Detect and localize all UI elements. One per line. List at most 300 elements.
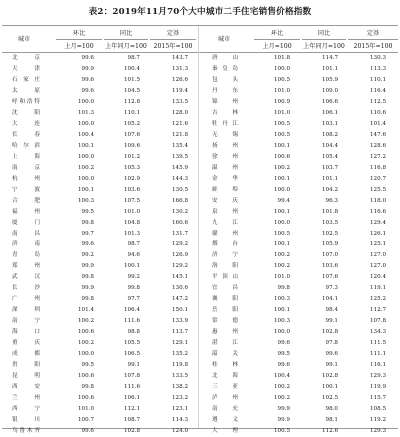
left-mom-value: 99.8 [81, 384, 94, 391]
left-mom-value: 100.3 [77, 197, 94, 204]
right-base-value: 125.2 [369, 296, 386, 303]
table-row [0, 294, 400, 305]
right-yoy-value: 97.8 [325, 340, 338, 347]
right-mom-value: 100.1 [273, 208, 290, 215]
right-base-value: 111.1 [369, 351, 386, 358]
left-base-value: 129.2 [171, 241, 188, 248]
left-mom-value: 99.6 [81, 427, 94, 434]
right-mom-value: 100.0 [273, 65, 290, 72]
left-yoy-value: 105.3 [123, 164, 140, 171]
header-mom-right: 环比 [270, 30, 284, 37]
table-row [0, 415, 400, 426]
left-yoy-value: 104.8 [123, 219, 140, 226]
left-mom-value: 99.7 [81, 230, 94, 237]
right-city-name: 岳阳 [212, 307, 238, 314]
left-mom-value: 100.6 [77, 329, 94, 336]
header-yoy-right: 同比 [317, 30, 331, 37]
left-base-value: 129.1 [171, 340, 188, 347]
left-city-name: 青岛 [12, 252, 40, 259]
right-mom-value: 100.1 [273, 175, 290, 182]
right-mom-value: 100.0 [273, 219, 290, 226]
left-mom-value: 99.9 [81, 65, 94, 72]
left-base-value: 145.1 [171, 274, 188, 281]
left-yoy-value: 101.0 [123, 208, 140, 215]
left-city-name: 海口 [12, 329, 40, 336]
left-yoy-value: 99.1 [127, 362, 140, 369]
right-city-name: 锦州 [212, 98, 238, 105]
table-row [0, 196, 400, 207]
right-yoy-value: 98.0 [325, 406, 338, 412]
left-mom-value: 100.1 [77, 142, 94, 149]
right-base-value: 110.6 [369, 109, 386, 116]
left-yoy-value: 108.7 [123, 416, 140, 423]
left-yoy-value: 101.3 [123, 230, 140, 237]
right-yoy-value: 104.2 [321, 186, 338, 193]
right-city-name: 洛阳 [212, 263, 238, 270]
left-city-name: 成都 [12, 351, 40, 358]
right-base-value: 116.1 [369, 362, 386, 369]
right-mom-value: 99.6 [277, 362, 290, 369]
left-yoy-value: 106.1 [123, 395, 140, 402]
table-row [0, 316, 400, 327]
right-city-name: 扬州 [212, 142, 238, 149]
right-yoy-value: 106.6 [321, 98, 338, 105]
left-yoy-value: 111.6 [123, 318, 140, 325]
right-mom-value: 100.2 [273, 384, 290, 391]
right-yoy-value: 103.7 [321, 164, 338, 171]
left-city-name: 武汉 [12, 274, 40, 281]
right-city-name: 大理 [212, 427, 238, 434]
left-city-name: 上海 [12, 153, 40, 160]
left-base-value: 113.7 [171, 329, 188, 336]
left-city-name: 西安 [12, 384, 40, 391]
left-city-name: 郑州 [12, 263, 40, 270]
left-base-value: 131.7 [171, 230, 188, 237]
left-yoy-value: 101.5 [123, 76, 140, 83]
right-mom-value: 101.0 [273, 274, 290, 281]
right-yoy-value: 99.6 [325, 351, 338, 358]
right-city-name: 包头 [212, 76, 238, 83]
left-base-value: 119.8 [171, 362, 188, 369]
left-city-name: 南昌 [12, 230, 40, 237]
right-mom-value: 100.3 [273, 296, 290, 303]
right-city-name: 三亚 [212, 384, 238, 391]
right-base-value: 113.3 [369, 65, 386, 72]
right-mom-value: 100.2 [273, 263, 290, 270]
table-row [0, 327, 400, 338]
left-city-name: 沈阳 [12, 109, 40, 116]
table-row [0, 349, 400, 360]
left-mom-value: 100.0 [77, 153, 94, 160]
left-mom-value: 100.0 [77, 175, 94, 182]
left-yoy-value: 94.6 [127, 252, 140, 259]
left-base-value: 130.2 [171, 208, 188, 215]
left-mom-value: 100.0 [77, 351, 94, 358]
left-city-name: 大连 [12, 120, 40, 127]
table-row [0, 174, 400, 185]
table-row [0, 130, 400, 141]
table-title: 表2：2019年11月70个大中城市二手住宅销售价格指数 [88, 7, 312, 17]
table-row [0, 119, 400, 130]
left-city-name: 北京 [12, 55, 40, 61]
left-mom-value: 100.0 [77, 120, 94, 127]
right-yoy-value: 98.1 [325, 416, 338, 423]
right-city-name: 赣州 [212, 230, 238, 237]
left-yoy-value: 106.4 [123, 307, 140, 314]
right-yoy-value: 102.8 [321, 373, 338, 380]
left-base-value: 119.4 [171, 87, 188, 94]
left-base-value: 145.9 [171, 164, 188, 171]
right-city-name: 北海 [212, 373, 238, 380]
left-city-name: 天津 [12, 65, 40, 72]
left-yoy-value: 99.2 [127, 274, 140, 281]
right-yoy-value: 96.3 [325, 197, 338, 204]
right-base-value: 134.3 [369, 329, 386, 336]
right-city-name: 常德 [212, 318, 238, 325]
table-row [0, 426, 400, 437]
right-city-name: 蚌埠 [212, 186, 238, 193]
right-city-name: 泉州 [212, 208, 238, 215]
left-city-name: 西宁 [12, 406, 40, 412]
table-row [0, 152, 400, 163]
table-row [0, 141, 400, 152]
right-yoy-value: 99.1 [325, 362, 338, 369]
right-mom-value: 99.9 [277, 416, 290, 423]
left-city-name: 南宁 [12, 318, 40, 325]
left-mom-value: 100.2 [77, 164, 94, 171]
left-base-value: 129.2 [171, 263, 188, 270]
right-base-value: 126.1 [369, 230, 386, 237]
right-base-value: 111.5 [369, 340, 386, 347]
right-city-name: 牡丹江 [212, 120, 238, 127]
header-city-left: 城市 [17, 36, 31, 43]
table-row [0, 371, 400, 382]
header-base-left: 定基 [166, 30, 180, 37]
right-base-value: 112.7 [369, 307, 386, 314]
right-base-value: 118.0 [369, 197, 386, 204]
left-yoy-value: 98.7 [127, 55, 140, 61]
table-header-sub [0, 39, 400, 52]
right-yoy-value: 109.0 [321, 87, 338, 94]
left-mom-value: 100.6 [77, 395, 94, 402]
left-city-name: 福州 [12, 208, 40, 215]
right-yoy-value: 98.4 [325, 307, 338, 314]
right-yoy-value: 107.0 [321, 252, 338, 259]
left-base-value: 126.9 [171, 252, 188, 259]
left-city-name: 昆明 [12, 373, 40, 380]
right-base-value: 127.0 [369, 252, 386, 259]
left-base-value: 166.8 [171, 197, 188, 204]
right-mom-value: 100.0 [273, 329, 290, 336]
right-mom-value: 100.2 [273, 395, 290, 402]
right-base-value: 127.0 [369, 263, 386, 270]
left-mom-value: 100.1 [77, 186, 94, 193]
left-mom-value: 99.9 [81, 263, 94, 270]
right-mom-value: 100.3 [273, 318, 290, 325]
right-yoy-value: 102.8 [321, 329, 338, 336]
right-mom-value: 100.9 [273, 98, 290, 105]
left-base-value: 150.1 [171, 307, 188, 314]
left-city-name: 深圳 [12, 307, 40, 314]
header-base-right: 定基 [366, 30, 380, 37]
left-base-value: 123.1 [171, 406, 188, 412]
table-row [0, 75, 400, 86]
right-mom-value: 99.6 [277, 340, 290, 347]
right-mom-value: 99.8 [277, 285, 290, 292]
header-yoy-sub-right: 上年同月=100 [302, 39, 346, 53]
right-base-value: 119.9 [369, 384, 386, 391]
left-mom-value: 101.0 [77, 406, 94, 412]
table-row [0, 185, 400, 196]
right-yoy-value: 112.6 [321, 427, 338, 434]
right-city-name: 济宁 [212, 252, 238, 259]
right-mom-value: 100.5 [273, 230, 290, 237]
right-base-value: 130.3 [369, 55, 386, 61]
table-row [0, 305, 400, 316]
right-mom-value: 100.5 [273, 427, 290, 434]
left-mom-value: 99.2 [81, 252, 94, 259]
right-city-name: 遵义 [212, 416, 238, 423]
header-base-sub-left: 2015年=100 [150, 39, 196, 53]
right-mom-value: 99.4 [277, 197, 290, 204]
right-base-value: 129.3 [369, 373, 386, 380]
header-mom-sub-right: 上月=100 [254, 39, 300, 53]
right-yoy-value: 103.5 [321, 219, 338, 226]
left-city-name: 长春 [12, 131, 40, 138]
left-yoy-value: 105.5 [123, 340, 140, 347]
right-base-value: 120.4 [369, 274, 386, 281]
left-base-value: 160.6 [171, 219, 188, 226]
left-city-name: 兰州 [12, 395, 40, 402]
right-city-name: 唐山 [212, 55, 238, 61]
right-mom-value: 99.9 [277, 406, 290, 412]
left-yoy-value: 107.8 [123, 373, 140, 380]
table-row [0, 218, 400, 229]
table-row [0, 338, 400, 349]
right-mom-value: 100.1 [273, 142, 290, 149]
right-base-value: 129.3 [369, 427, 386, 434]
table-row [0, 64, 400, 75]
right-base-value: 125.1 [369, 241, 386, 248]
left-base-value: 131.3 [171, 65, 188, 72]
left-city-name: 厦门 [12, 219, 40, 226]
left-city-name: 广州 [12, 296, 40, 303]
left-yoy-value: 101.2 [123, 153, 140, 160]
left-yoy-value: 112.8 [123, 98, 140, 105]
left-yoy-value: 107.5 [123, 197, 140, 204]
left-city-name: 济南 [12, 241, 40, 248]
right-base-value: 101.4 [369, 120, 386, 127]
right-mom-value: 99.5 [277, 351, 290, 358]
right-yoy-value: 101.8 [321, 208, 338, 215]
left-city-name: 贵阳 [12, 362, 40, 369]
left-base-value: 128.0 [171, 109, 188, 116]
right-mom-value: 101.8 [273, 55, 290, 61]
left-base-value: 126.6 [171, 76, 188, 83]
left-yoy-value: 98.8 [127, 329, 140, 336]
right-base-value: 116.6 [369, 208, 386, 215]
left-city-name: 银川 [12, 416, 40, 423]
left-city-name: 石家庄 [12, 76, 40, 83]
left-base-value: 121.6 [171, 120, 188, 127]
right-mom-value: 100.1 [273, 241, 290, 248]
right-base-value: 129.4 [369, 219, 386, 226]
left-mom-value: 99.6 [81, 55, 94, 61]
right-base-value: 108.5 [369, 406, 386, 412]
right-yoy-value: 107.6 [321, 274, 338, 281]
left-yoy-value: 97.7 [127, 296, 140, 303]
left-base-value: 130.6 [171, 285, 188, 292]
right-mom-value: 100.4 [273, 373, 290, 380]
right-yoy-value: 100.1 [321, 384, 338, 391]
left-mom-value: 101.3 [77, 109, 94, 116]
right-city-name: 韶关 [212, 351, 238, 358]
left-city-name: 太原 [12, 87, 40, 94]
right-mom-value: 100.5 [273, 131, 290, 138]
left-city-name: 长沙 [12, 285, 40, 292]
right-mom-value: 101.0 [273, 87, 290, 94]
right-mom-value: 100.0 [273, 186, 290, 193]
left-city-name: 南京 [12, 164, 40, 171]
left-mom-value: 100.2 [77, 318, 94, 325]
left-yoy-value: 99.8 [127, 285, 140, 292]
right-base-value: 119.1 [369, 285, 386, 292]
right-city-name: 湛江 [212, 340, 238, 347]
right-city-name: 丹东 [212, 87, 238, 94]
left-yoy-value: 98.7 [127, 241, 140, 248]
left-yoy-value: 100.4 [123, 65, 140, 72]
left-base-value: 123.2 [171, 395, 188, 402]
header-base-sub-right: 2015年=100 [348, 39, 398, 53]
right-city-name: 徐州 [212, 153, 238, 160]
right-mom-value: 100.5 [273, 120, 290, 127]
table-row [0, 229, 400, 240]
left-city-name: 哈尔滨 [12, 142, 40, 149]
right-mom-value: 101.0 [273, 109, 290, 116]
table-row [0, 272, 400, 283]
right-base-value: 125.5 [369, 186, 386, 193]
left-mom-value: 99.6 [81, 76, 94, 83]
left-base-value: 124.0 [171, 427, 188, 434]
right-yoy-value: 114.7 [321, 55, 338, 61]
right-base-value: 128.6 [369, 142, 386, 149]
left-mom-value: 100.6 [77, 373, 94, 380]
left-base-value: 143.7 [171, 55, 188, 61]
left-yoy-value: 107.6 [123, 131, 140, 138]
right-base-value: 107.8 [369, 318, 386, 325]
left-yoy-value: 100.1 [123, 263, 140, 270]
right-city-name: 烟台 [212, 241, 238, 248]
header-yoy-sub-left: 上年同月=100 [104, 39, 148, 53]
left-base-value: 133.5 [171, 373, 188, 380]
right-yoy-value: 105.4 [321, 153, 338, 160]
right-city-name: 桂林 [212, 362, 238, 369]
table-row [0, 404, 400, 415]
left-base-value: 133.5 [171, 98, 188, 105]
right-mom-value: 100.2 [273, 252, 290, 259]
header-yoy-left: 同比 [119, 30, 133, 37]
left-base-value: 121.8 [171, 131, 188, 138]
right-base-value: 115.7 [369, 395, 386, 402]
table-row [0, 239, 400, 250]
table-top-rule [2, 25, 398, 26]
right-city-name: 安庆 [212, 197, 238, 204]
left-base-value: 144.3 [171, 175, 188, 182]
table-row [0, 283, 400, 294]
table-body [0, 53, 400, 437]
right-yoy-value: 102.5 [321, 230, 338, 237]
right-yoy-value: 101.1 [321, 175, 338, 182]
right-base-value: 147.6 [369, 131, 386, 138]
right-city-name: 襄阳 [212, 296, 238, 303]
right-yoy-value: 101.1 [321, 65, 338, 72]
table-row [0, 53, 400, 64]
left-yoy-value: 106.5 [123, 351, 140, 358]
left-yoy-value: 104.5 [123, 87, 140, 94]
left-yoy-value: 112.1 [123, 406, 140, 412]
header-city-right: 城市 [217, 36, 231, 43]
left-mom-value: 99.5 [81, 208, 94, 215]
left-mom-value: 99.6 [81, 87, 94, 94]
right-base-value: 112.5 [369, 98, 386, 105]
left-mom-value: 99.5 [81, 362, 94, 369]
left-yoy-value: 111.6 [123, 384, 140, 391]
left-base-value: 135.4 [171, 142, 188, 149]
table-row [0, 360, 400, 371]
table-row [0, 250, 400, 261]
left-yoy-value: 110.1 [123, 109, 140, 116]
right-city-name: 温州 [212, 164, 238, 171]
left-mom-value: 100.7 [77, 416, 94, 423]
right-yoy-value: 99.1 [325, 318, 338, 325]
right-yoy-value: 104.1 [321, 296, 338, 303]
left-city-name: 重庆 [12, 340, 40, 347]
left-mom-value: 99.8 [81, 219, 94, 226]
right-city-name: 泸州 [212, 395, 238, 402]
left-city-name: 合肥 [12, 197, 40, 204]
left-mom-value: 101.4 [77, 307, 94, 314]
right-base-value: 110.1 [369, 76, 386, 83]
left-mom-value: 99.9 [81, 285, 94, 292]
table-row [0, 393, 400, 404]
left-base-value: 147.2 [171, 296, 188, 303]
table-row [0, 382, 400, 393]
right-yoy-value: 108.2 [321, 131, 338, 138]
left-yoy-value: 105.2 [123, 120, 140, 127]
right-yoy-value: 103.6 [321, 263, 338, 270]
table-row [0, 261, 400, 272]
right-city-name: 秦皇岛 [212, 65, 238, 72]
right-mom-value: 100.1 [273, 307, 290, 314]
left-mom-value: 100.4 [77, 131, 94, 138]
left-base-value: 114.3 [171, 416, 188, 423]
right-city-name: 宜昌 [212, 285, 238, 292]
table-row [0, 108, 400, 119]
right-yoy-value: 102.5 [321, 395, 338, 402]
left-yoy-value: 103.6 [123, 186, 140, 193]
left-base-value: 133.9 [171, 318, 188, 325]
left-mom-value: 99.6 [81, 241, 94, 248]
left-mom-value: 99.8 [81, 296, 94, 303]
right-base-value: 127.2 [369, 153, 386, 160]
header-mom-left: 环比 [72, 30, 86, 37]
right-yoy-value: 105.9 [321, 76, 338, 83]
right-city-name: 九江 [212, 219, 238, 226]
table-row [0, 86, 400, 97]
left-yoy-value: 102.9 [123, 175, 140, 182]
left-city-name: 呼和浩特 [12, 98, 40, 105]
left-city-name: 宁波 [12, 186, 40, 193]
